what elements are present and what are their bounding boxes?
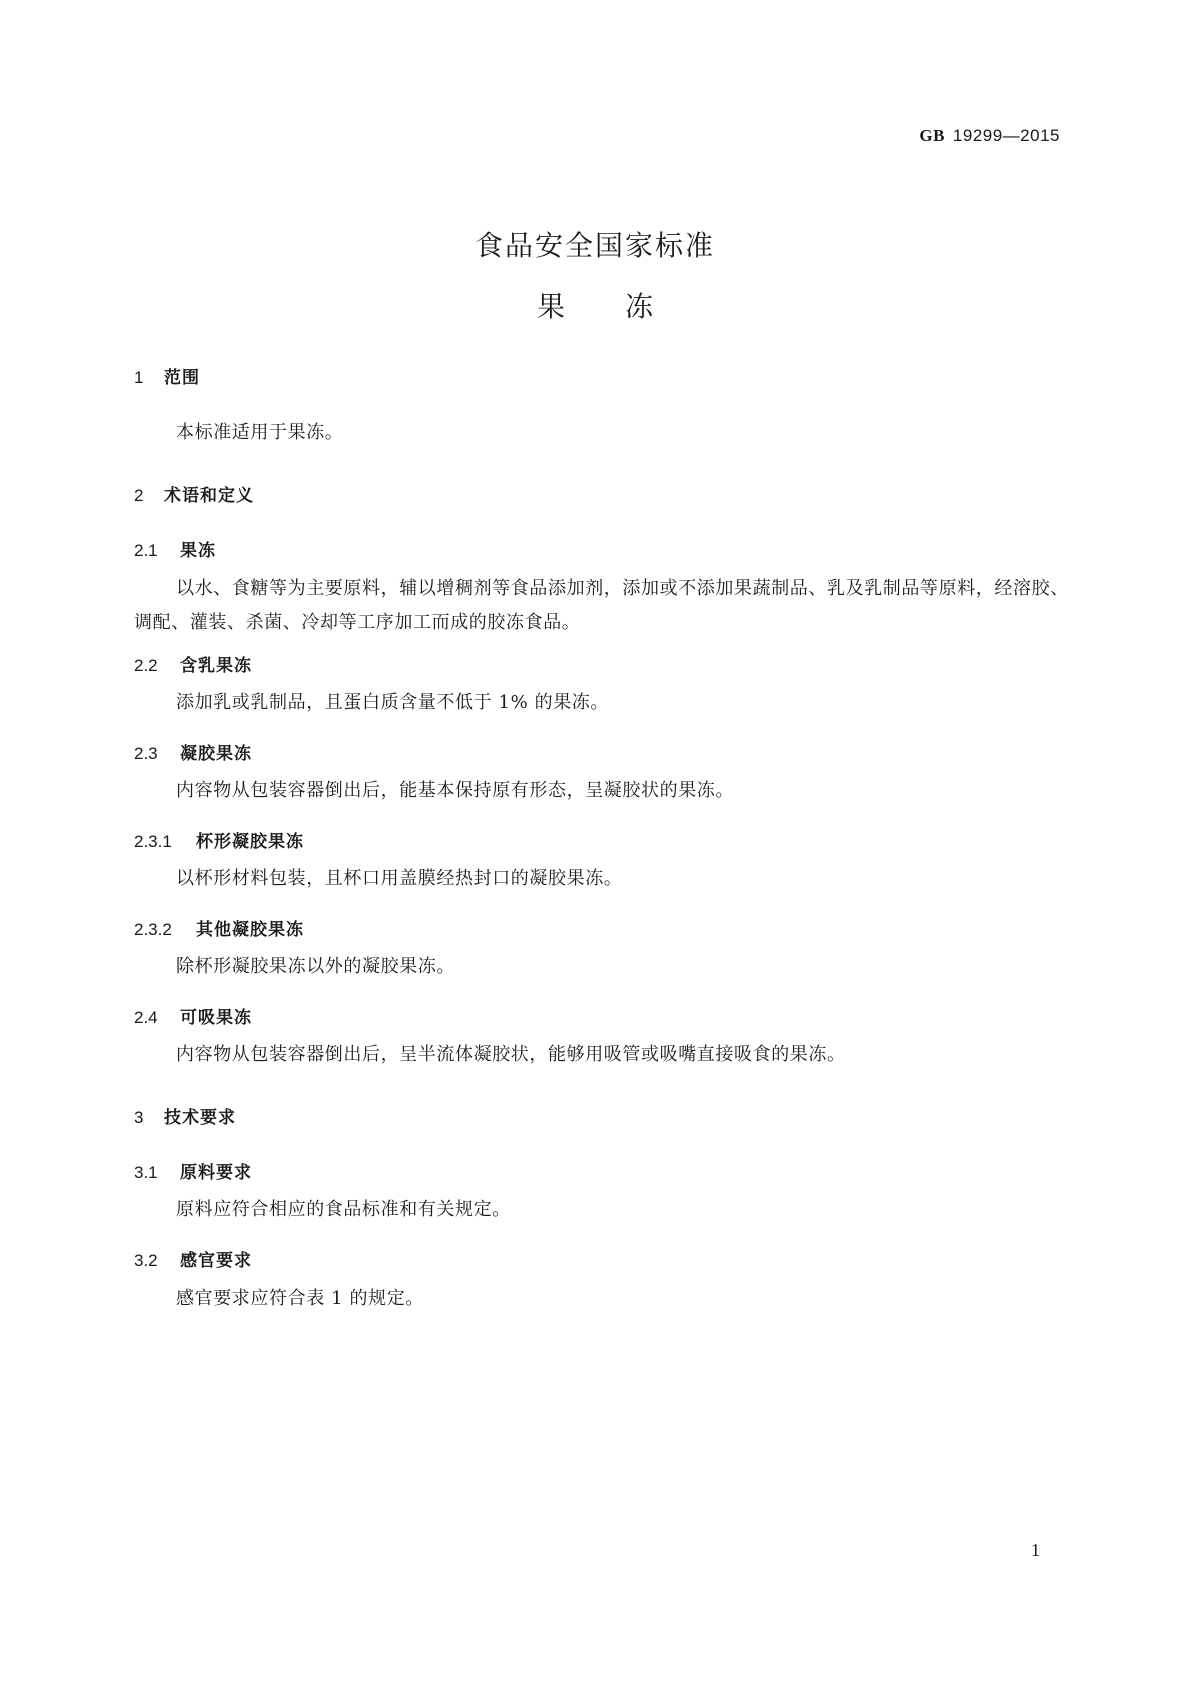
paragraph-2-3-1: 以杯形材料包装，且杯口用盖膜经热封口的凝胶果冻。 — [176, 868, 623, 889]
paragraph-1: 本标准适用于果冻。 — [176, 422, 344, 443]
heading-3-1 — [134, 1158, 252, 1183]
heading-label: 术语和定义 — [164, 486, 254, 506]
heading-number: 2.2 — [134, 656, 158, 675]
heading-2-2 — [134, 651, 252, 676]
heading-number: 2 — [134, 486, 144, 505]
heading-label: 技术要求 — [164, 1108, 236, 1128]
heading-number: 2.1 — [134, 541, 158, 560]
standard-code — [919, 126, 1060, 146]
paragraph-2-1: 以水、食糖等为主要原料，辅以增稠剂等食品添加剂，添加或不添加果蔬制品、乳及乳制品等原料，经溶胶、调配、灌装、杀菌、冷却等工序加工而成的胶冻食品。 — [134, 578, 1069, 633]
paragraph-2-2: 添加乳或乳制品，且蛋白质含量不低于 1% 的果冻。 — [176, 692, 609, 713]
document-subtitle — [0, 285, 1190, 325]
heading-1 — [134, 363, 200, 388]
subtitle-char-1: 果 — [536, 290, 565, 323]
page-number: 1 — [1031, 1540, 1040, 1560]
paragraph-2-3: 内容物从包装容器倒出后，能基本保持原有形态，呈凝胶状的果冻。 — [176, 780, 734, 801]
heading-label: 可吸果冻 — [180, 1008, 252, 1028]
heading-number: 3.2 — [134, 1251, 158, 1270]
document-title: 食品安全国家标准 — [474, 229, 715, 262]
heading-2 — [134, 481, 254, 506]
heading-number: 2.4 — [134, 1008, 158, 1027]
heading-label: 其他凝胶果冻 — [196, 920, 304, 940]
paragraph-3-1: 原料应符合相应的食品标准和有关规定。 — [176, 1199, 511, 1220]
heading-2-3-2 — [134, 915, 304, 940]
heading-label: 杯形凝胶果冻 — [196, 832, 304, 852]
heading-2-3-1 — [134, 827, 304, 852]
paragraph-2-4: 内容物从包装容器倒出后，呈半流体凝胶状，能够用吸管或吸嘴直接吸食的果冻。 — [176, 1044, 846, 1065]
paragraph-2-3-2: 除杯形凝胶果冻以外的凝胶果冻。 — [176, 956, 455, 977]
heading-label: 凝胶果冻 — [180, 744, 252, 764]
standard-prefix: GB — [919, 126, 945, 145]
heading-number: 2.3.2 — [134, 920, 172, 939]
heading-label: 果冻 — [180, 541, 216, 561]
heading-3 — [134, 1103, 236, 1128]
heading-number: 1 — [134, 368, 144, 387]
heading-2-1 — [134, 536, 216, 561]
heading-number: 3.1 — [134, 1163, 158, 1182]
subtitle-char-2: 冻 — [625, 290, 654, 323]
heading-3-2 — [134, 1246, 252, 1271]
heading-2-3 — [134, 739, 252, 764]
heading-number: 3 — [134, 1108, 144, 1127]
heading-label: 范围 — [164, 368, 200, 388]
paragraph-3-2: 感官要求应符合表 1 的规定。 — [176, 1288, 424, 1309]
heading-label: 含乳果冻 — [180, 656, 252, 676]
heading-number: 2.3 — [134, 744, 158, 763]
standard-number: 19299—2015 — [952, 126, 1060, 145]
heading-label: 感官要求 — [180, 1251, 252, 1271]
heading-number: 2.3.1 — [134, 832, 172, 851]
heading-label: 原料要求 — [180, 1163, 252, 1183]
heading-2-4 — [134, 1003, 252, 1028]
